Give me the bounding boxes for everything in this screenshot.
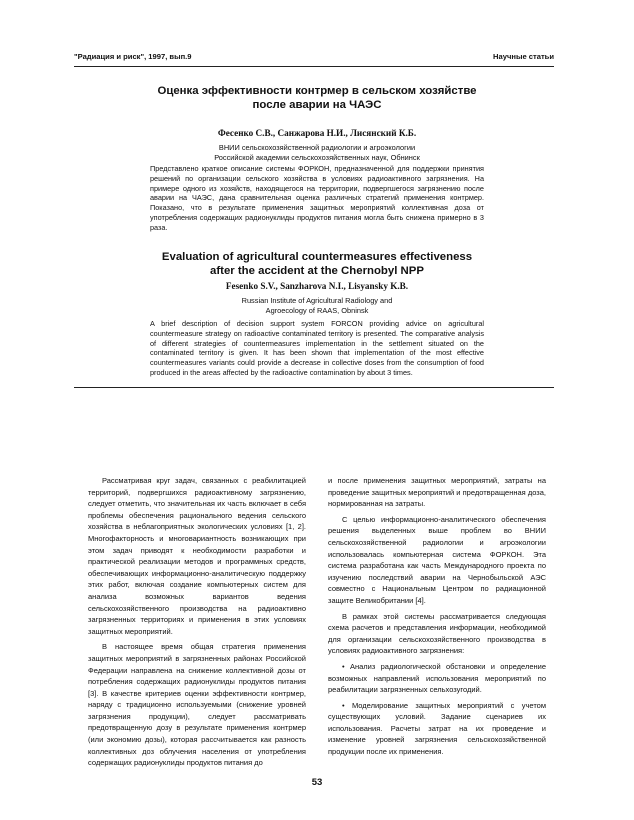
en-authors: Fesenko S.V., Sanzharova N.I., Lisyansky K.B. [225, 281, 409, 291]
ru-affiliation [120, 143, 514, 163]
en-abstract: A brief description of decision support system FORCON providing advice on agricultural countermeasure strategy on radioactive contaminated territory is presented. The comparative analysis of different strategies of countermeasures implementation in the settlement situated on the contaminated territory is given. It has been shown that implementation of the most effective countermeasures variants could provide a decrease in collective doses from the consumption of food produced in the areas affected by the radioactive contamination by about 3 times. [150, 319, 484, 377]
bullet-item: • Анализ радиологической обстановки и определение возможных направлений использования мероприятий по реабилитации загрязненных сельхозугодий. [328, 661, 546, 695]
ru-title-line2: после аварии на ЧАЭС [252, 99, 382, 111]
ru-authors: Фесенко С.В., Санжарова Н.И., Лисянский К.Б. [217, 128, 417, 138]
ru-abstract: Представлено краткое описание системы ФОРКОН, предназначенной для поддержки принятия решений по организации сельского хозяйства в условиях радиоактивного загрязнения. На примере одного из хозяйств, находящегося на территории, подвергшегося загрязнению после аварии на ЧАЭС, дана сравнительная оценка различных стратегий применения контрмер. Показано, что в результате применения защитных мероприятий коллективная доза от употребления содержащих радионуклиды продуктов питания могла быть снижена примерно в 3 раза. [150, 164, 484, 232]
en-affil-line2: Agroecology of RAAS, Obninsk [265, 306, 369, 315]
paragraph: В рамках этой системы рассматривается следующая схема расчетов и представления информации, необходимой для организации сельскохозяйственного производства в условиях радиоактивного загрязнения: [328, 611, 546, 656]
en-title [90, 250, 544, 278]
en-title-line2: after the accident at the Chernobyl NPP [210, 265, 424, 277]
ru-affil-line2: Российской академии сельскохозяйственных наук, Обнинск [214, 153, 420, 162]
ru-title-line1: Оценка эффективности контрмер в сельском хозяйстве [157, 85, 477, 97]
paragraph: Рассматривая круг задач, связанных с реабилитацией территорий, подвергшихся радиоактивному загрязнению, следует отметить, что значительная их часть включает в себя проблемы обеспечения рационального ведения сельского хозяйства в неблагоприятных экологических условиях [1, 2]. Многофакторность и многовариантность возникающих при этом задач приводят к необходимости разработки и практической реализации методов и программных средств, обеспечивающих информационно-аналитическую поддержку этих работ, включая создание компьютерных систем для анализа возможных вариантов ведения сельскохозяйственного производства на радиоактивно загрязненных территориях и применения в этих условиях защитных мероприятий. [88, 476, 306, 636]
en-affil-line1: Russian Institute of Agricultural Radiology and [241, 296, 393, 305]
abstract-rule [74, 387, 554, 388]
section-label: Научные статьи [493, 52, 554, 61]
en-title-line1: Evaluation of agricultural countermeasures effectiveness [161, 251, 473, 263]
paragraph: В настоящее время общая стратегия применения защитных мероприятий в загрязненных районах Российской Федерации направлена на снижение коллективной дозы от потребления содержащих радионуклиды продуктов питания [3]. В качестве критериев оценки эффективности контрмер, наряду с традиционно используемыми (снижение уровней загрязнения продукции), следует рассматривать предотвращенную дозу в результате применения контрмер (или экономию дозы), которая рассчитывается как разность коллективных доз облучения населения от употребления содержащих радионуклиды продуктов питания до [88, 642, 306, 768]
body-column-left [88, 475, 306, 773]
en-affiliation [120, 296, 514, 316]
body-column-right [328, 475, 546, 762]
header-rule [74, 66, 554, 67]
paragraph: и после применения защитных мероприятий, затраты на проведение защитных мероприятий и предотвращенная доза, нормированная на затраты. [328, 476, 546, 509]
running-header [74, 52, 554, 64]
ru-title [90, 84, 544, 112]
ru-affil-line1: ВНИИ сельскохозяйственной радиологии и агроэкологии [218, 143, 416, 152]
journal-citation: "Радиация и риск", 1997, вып.9 [74, 52, 192, 61]
bullet-item: • Моделирование защитных мероприятий с учетом существующих условий. Задание сценариев их использования. Расчеты затрат на их проведение и изменение уровней загрязнения сельскохозяйственной продукции после их применения. [328, 700, 546, 757]
paragraph: С целью информационно-аналитического обеспечения решения выделенных выше проблем во ВНИИ сельскохозяйственной радиологии и агроэкологии использовалась компьютерная система ФОРКОН. Эта система разработана как часть Международного проекта по изучению последствий аварии на Чернобыльской АЭС совместно с Национальным Центром по радиационной защите Великобритании [4]. [328, 514, 546, 605]
page-number: 53 [311, 777, 323, 788]
